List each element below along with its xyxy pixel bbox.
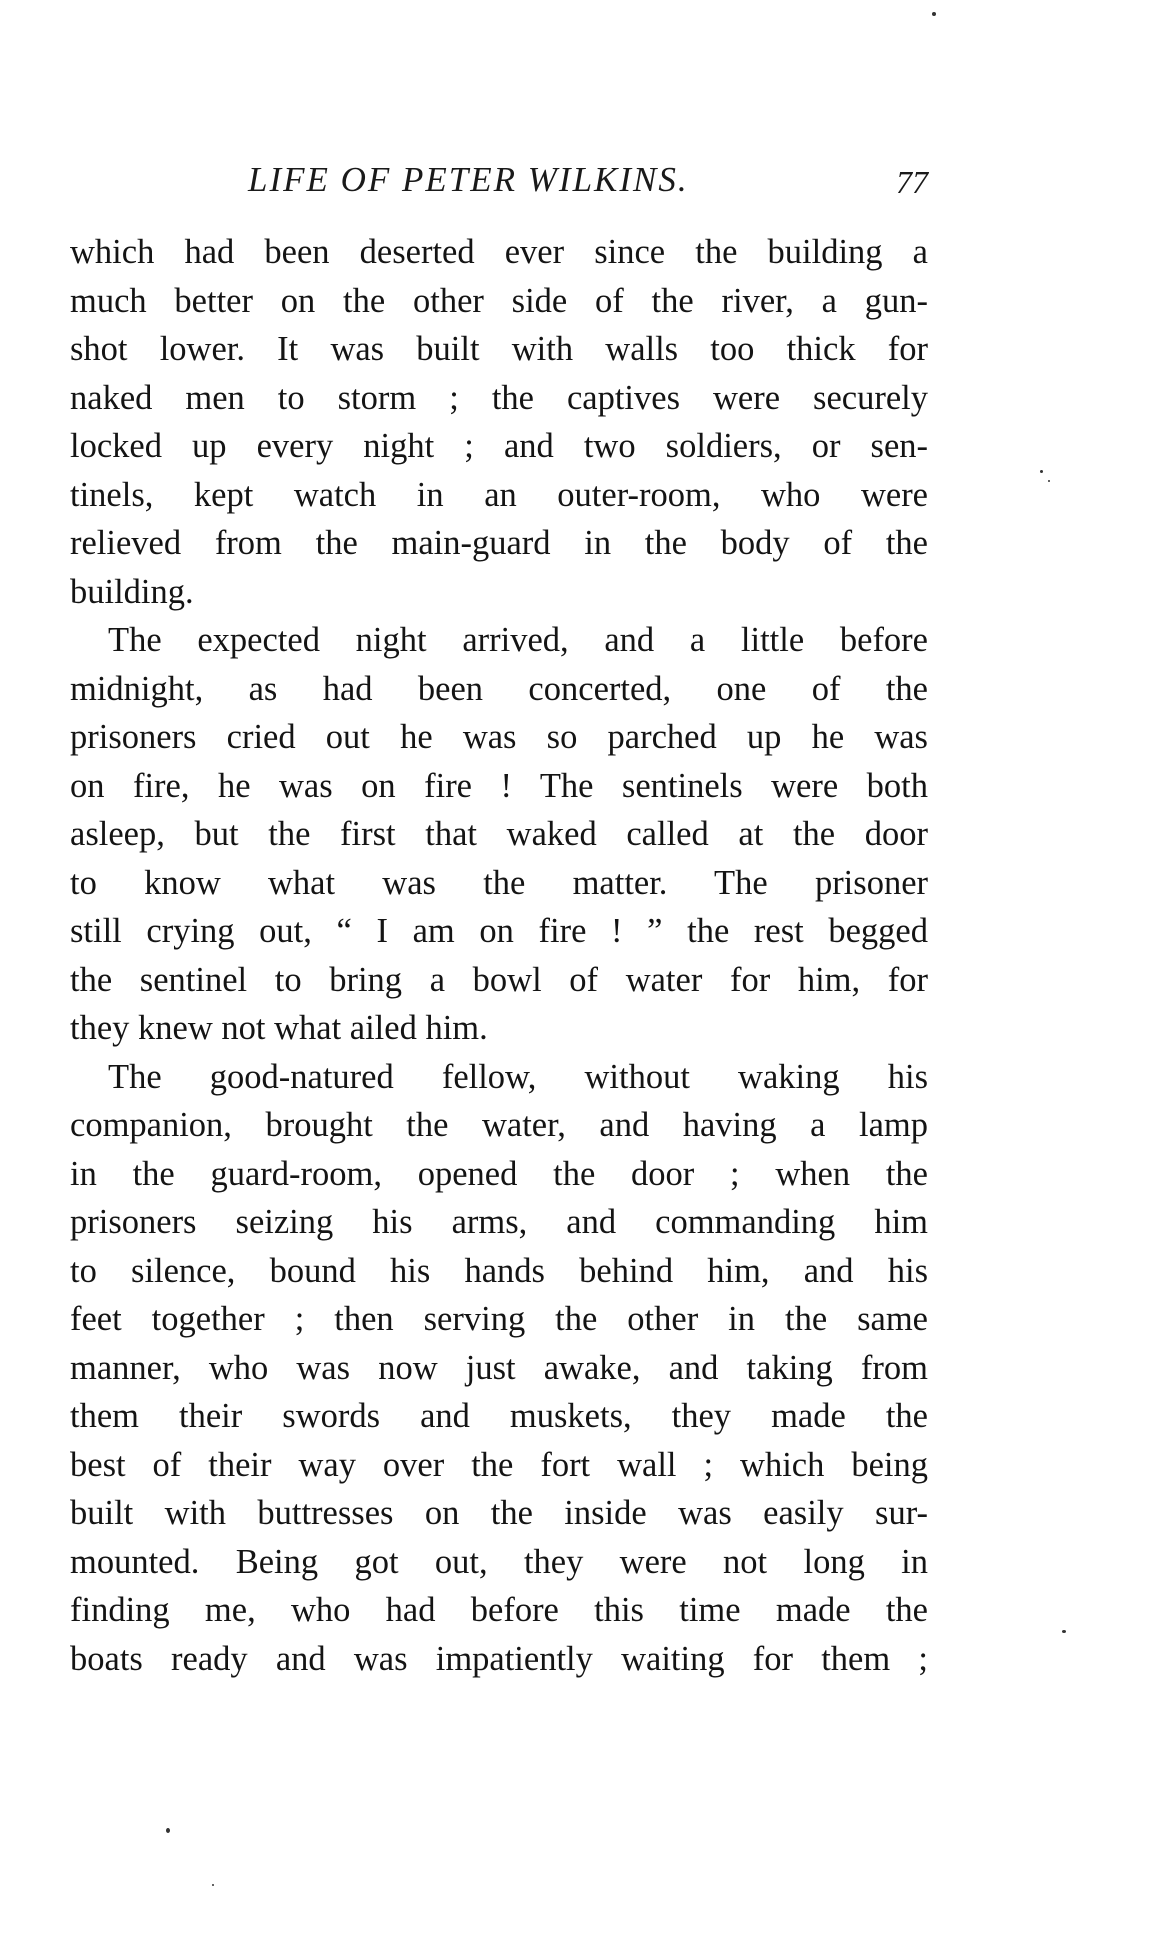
text-line: them their swords and muskets, they made the	[70, 1397, 928, 1435]
text-line: manner, who was now just awake, and taking from	[70, 1348, 928, 1387]
text-line: feet together ; then serving the other in the same	[70, 1300, 928, 1338]
text-line: they knew not what ailed him.	[70, 1009, 488, 1047]
paragraph-start-line: The good-natured fellow, without waking his	[108, 1057, 928, 1096]
text-line: still crying out, “ I am on fire ! ” the rest begged	[70, 912, 928, 950]
running-title: LIFE OF PETER WILKINS.	[248, 160, 689, 199]
scan-speck	[166, 1828, 170, 1833]
text-line: locked up every night ; and two soldiers, or sen-	[70, 427, 928, 465]
text-line: companion, brought the water, and having a lamp	[70, 1106, 928, 1144]
text-line: prisoners seizing his arms, and commanding him	[70, 1203, 928, 1241]
text-line: mounted. Being got out, they were not long in	[70, 1542, 928, 1581]
text-line: which had been deserted ever since the building a	[70, 233, 928, 271]
text-line: to silence, bound his hands behind him, and his	[70, 1251, 928, 1290]
text-line: shot lower. It was built with walls too thick for	[70, 330, 928, 368]
scan-speck	[1040, 470, 1043, 473]
page-header	[70, 160, 928, 212]
text-line: on fire, he was on fire ! The sentinels were both	[70, 766, 928, 805]
text-line: much better on the other side of the river, a gun-	[70, 281, 928, 320]
text-line: asleep, but the first that waked called at the door	[70, 815, 928, 853]
text-line: relieved from the main-guard in the body of the	[70, 524, 928, 562]
paragraph-start-line: The expected night arrived, and a little before	[108, 621, 928, 659]
text-line: prisoners cried out he was so parched up he was	[70, 718, 928, 756]
scan-speck	[1062, 1630, 1066, 1633]
scan-speck	[212, 1884, 214, 1886]
text-line: built with buttresses on the inside was easily sur-	[70, 1494, 928, 1532]
page-number: 77	[896, 164, 928, 200]
scan-speck	[1048, 480, 1050, 482]
body-text	[70, 228, 928, 1683]
text-line: to know what was the matter. The prisoner	[70, 863, 928, 902]
text-line: best of their way over the fort wall ; which being	[70, 1445, 928, 1484]
text-line: tinels, kept watch in an outer-room, who were	[70, 475, 928, 514]
text-line: midnight, as had been concerted, one of the	[70, 669, 928, 708]
text-line: boats ready and was impatiently waiting for them ;	[70, 1639, 928, 1678]
text-line: the sentinel to bring a bowl of water for him, for	[70, 960, 928, 999]
scan-speck	[932, 12, 936, 16]
text-line: finding me, who had before this time made the	[70, 1591, 928, 1629]
text-line: building.	[70, 572, 194, 611]
text-line: naked men to storm ; the captives were securely	[70, 378, 928, 417]
text-line: in the guard-room, opened the door ; when the	[70, 1154, 928, 1193]
